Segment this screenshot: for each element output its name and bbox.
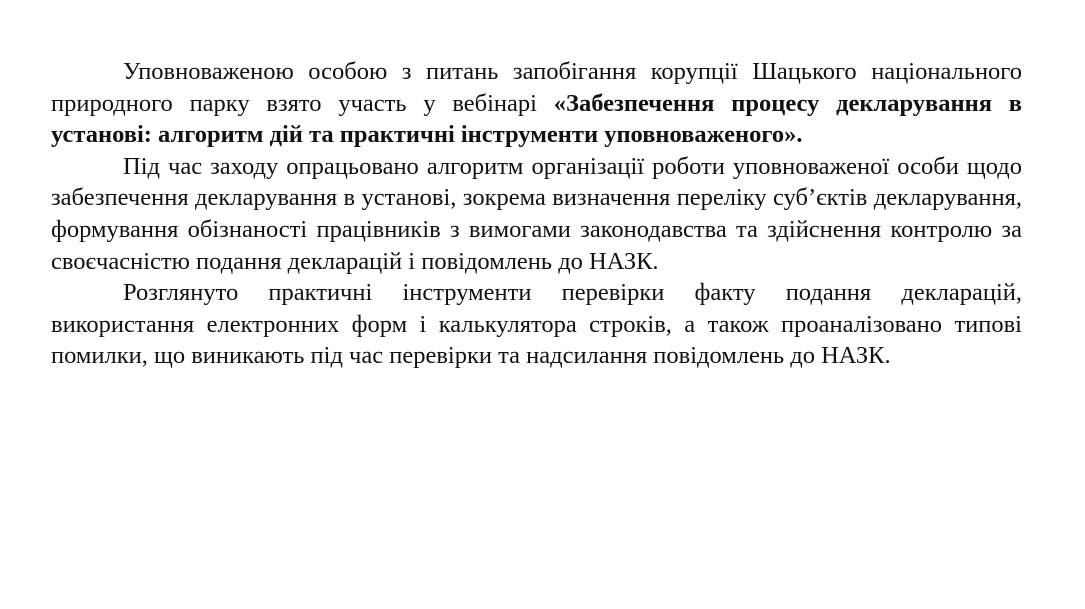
webinar-title: «Забезпечення процесу декларування в установі: алгоритм дій та практичні інструменти уповноваженого». bbox=[51, 89, 1022, 149]
paragraph-practical-tools: Розглянуто практичні інструменти перевірки факту подання декларацій, використання електронних форм і калькулятора строків, а також проаналізовано типові помилки, що виникають під час перевірки та надсилання повідомлень до НАЗК. bbox=[51, 279, 1022, 370]
paragraph-lead-text: Уповноваженою особою з питань запобігання корупції Шацького національного природного парку взято участь у вебінарі bbox=[51, 58, 1022, 117]
document-body bbox=[51, 56, 1022, 372]
paragraph-webinar-participation bbox=[51, 56, 1022, 151]
paragraph-event-details: Під час заходу опрацьовано алгоритм організації роботи уповноваженої особи щодо забезпечення декларування в установі, зокрема визначення переліку суб’єктів декларування, формування обізнаності працівників з вимогами законодавства та здійснення контролю за своєчасністю подання декларацій і повідомлень до НАЗК. bbox=[51, 152, 1022, 275]
